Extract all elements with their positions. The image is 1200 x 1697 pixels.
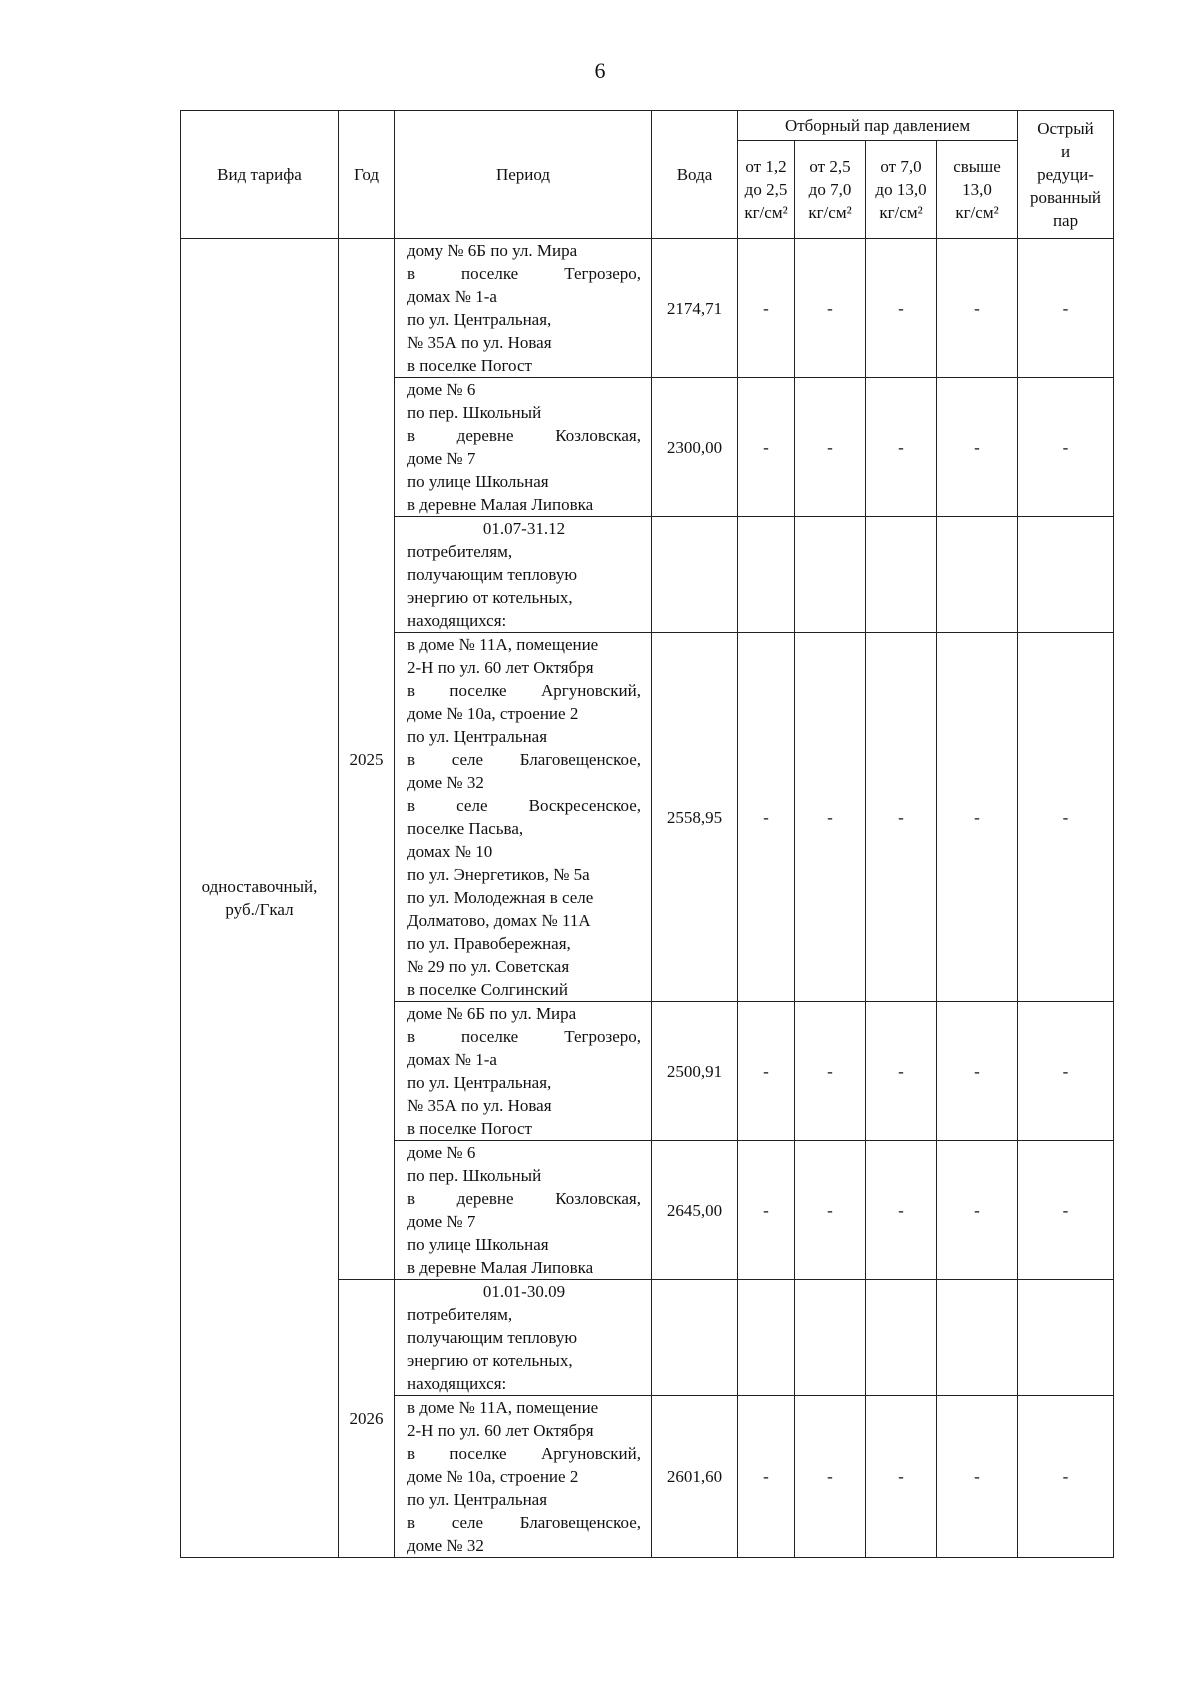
period-line: энергию от котельных, <box>407 588 573 607</box>
water-cell: 2645,00 <box>652 1141 738 1280</box>
period-line: в деревне Малая Липовка <box>407 1258 594 1277</box>
header-line: до 2,5 <box>744 180 788 199</box>
pressure-4-cell: - <box>937 1002 1018 1141</box>
period-line: Долматово, домах № 11А <box>407 911 591 930</box>
header-sharp-line: Острый <box>1037 119 1094 138</box>
pressure-2-cell: - <box>795 378 866 517</box>
period-line: по ул. Центральная <box>407 1490 548 1509</box>
pressure-1-cell: - <box>738 633 795 1002</box>
tariff-table <box>180 110 1114 1558</box>
period-line: в деревне Козловская, <box>407 1189 641 1208</box>
pressure-4-cell <box>937 517 1018 633</box>
header-selected-steam: Отборный пар давлением <box>738 111 1018 141</box>
period-line: № 35А по ул. Новая <box>407 333 552 352</box>
pressure-4-cell: - <box>937 239 1018 378</box>
pressure-1-cell <box>738 517 795 633</box>
period-line: доме № 10а, строение 2 <box>407 704 579 723</box>
pressure-2-cell: - <box>795 1141 866 1280</box>
header-sharp-line: и <box>1060 142 1071 161</box>
header-line: кг/см² <box>808 203 852 222</box>
period-line: домах № 10 <box>407 842 493 861</box>
header-line: свыше <box>953 157 1001 176</box>
period-line: доме № 32 <box>407 1536 484 1555</box>
header-line: от 2,5 <box>809 157 851 176</box>
water-cell: 2558,95 <box>652 633 738 1002</box>
page-number: 6 <box>594 58 606 83</box>
water-cell: 2601,60 <box>652 1396 738 1558</box>
period-line: поселке Пасьва, <box>407 819 524 838</box>
period-line: № 29 по ул. Советская <box>407 957 570 976</box>
period-line: в доме № 11А, помещение <box>407 635 599 654</box>
header-line: кг/см² <box>744 203 788 222</box>
sharp-steam-cell: - <box>1018 378 1114 517</box>
pressure-4-cell: - <box>937 378 1018 517</box>
year-cell: 2026 <box>339 1280 395 1558</box>
header-line: до 7,0 <box>808 180 852 199</box>
period-line: в деревне Козловская, <box>407 426 641 445</box>
water-cell: 2174,71 <box>652 239 738 378</box>
period-line: в поселке Солгинский <box>407 980 568 999</box>
pressure-1-cell: - <box>738 239 795 378</box>
period-line: в доме № 11А, помещение <box>407 1398 599 1417</box>
period-line: доме № 10а, строение 2 <box>407 1467 579 1486</box>
sharp-steam-cell: - <box>1018 239 1114 378</box>
header-year: Год <box>339 111 395 239</box>
pressure-1-cell: - <box>738 1002 795 1141</box>
pressure-3-cell: - <box>866 239 937 378</box>
period-line: потребителям, <box>407 1305 513 1324</box>
header-line: до 13,0 <box>875 180 927 199</box>
pressure-3-cell: - <box>866 378 937 517</box>
pressure-2-cell: - <box>795 1396 866 1558</box>
pressure-3-cell: - <box>866 1396 937 1558</box>
period-line: 2-Н по ул. 60 лет Октября <box>407 1421 594 1440</box>
pressure-1-cell: - <box>738 1396 795 1558</box>
pressure-1-cell: - <box>738 1141 795 1280</box>
period-line: энергию от котельных, <box>407 1351 573 1370</box>
period-line: доме № 6 <box>407 380 476 399</box>
pressure-3-cell <box>866 1280 937 1396</box>
pressure-3-cell: - <box>866 633 937 1002</box>
period-cell <box>395 633 652 1002</box>
period-line: в поселке Аргуновский, <box>407 1444 641 1463</box>
pressure-4-cell: - <box>937 633 1018 1002</box>
pressure-4-cell <box>937 1280 1018 1396</box>
period-line: 2-Н по ул. 60 лет Октября <box>407 658 594 677</box>
header-line: кг/см² <box>879 203 923 222</box>
pressure-2-cell: - <box>795 239 866 378</box>
table-body <box>181 239 1114 1558</box>
period-cell <box>395 1002 652 1141</box>
period-line: 01.01-30.09 <box>482 1282 566 1301</box>
pressure-4-cell: - <box>937 1396 1018 1558</box>
pressure-3-cell: - <box>866 1141 937 1280</box>
header-sharp-line: рованный <box>1029 188 1102 207</box>
period-line: по улице Школьная <box>407 472 549 491</box>
sharp-steam-cell: - <box>1018 1396 1114 1558</box>
period-cell <box>395 1396 652 1558</box>
period-line: в поселке Аргуновский, <box>407 681 641 700</box>
header-line: от 1,2 <box>745 157 787 176</box>
header-water: Вода <box>652 111 738 239</box>
water-cell: 2300,00 <box>652 378 738 517</box>
water-cell <box>652 517 738 633</box>
period-line: в деревне Малая Липовка <box>407 495 594 514</box>
header-pressure-4 <box>937 141 1018 239</box>
header-sharp-steam <box>1018 111 1114 239</box>
water-cell <box>652 1280 738 1396</box>
period-line: в селе Благовещенское, <box>407 750 641 769</box>
period-cell <box>395 1280 652 1396</box>
period-cell <box>395 1141 652 1280</box>
period-line: получающим тепловую <box>407 1328 578 1347</box>
period-cell <box>395 378 652 517</box>
pressure-2-cell <box>795 517 866 633</box>
tariff-type-cell <box>181 239 339 1558</box>
period-cell <box>395 239 652 378</box>
period-line: доме № 7 <box>407 449 476 468</box>
header-line: от 7,0 <box>880 157 922 176</box>
period-line: в поселке Погост <box>407 356 532 375</box>
pressure-2-cell <box>795 1280 866 1396</box>
period-line: в селе Воскресенское, <box>407 796 641 815</box>
period-line: в поселке Тегрозеро, <box>407 1027 641 1046</box>
sharp-steam-cell: - <box>1018 633 1114 1002</box>
pressure-3-cell <box>866 517 937 633</box>
header-pressure-2 <box>795 141 866 239</box>
period-line: по пер. Школьный <box>407 403 542 422</box>
header-line: 13,0 <box>962 180 992 199</box>
period-line: доме № 6 <box>407 1143 476 1162</box>
table-row <box>181 239 1114 378</box>
header-sharp-line: пар <box>1052 211 1079 230</box>
sharp-steam-cell <box>1018 517 1114 633</box>
period-line: № 35А по ул. Новая <box>407 1096 552 1115</box>
period-line: в поселке Погост <box>407 1119 532 1138</box>
period-line: находящихся: <box>407 611 507 630</box>
pressure-3-cell: - <box>866 1002 937 1141</box>
period-line: в поселке Тегрозеро, <box>407 264 641 283</box>
period-line: домах № 1-а <box>407 1050 497 1069</box>
sharp-steam-cell <box>1018 1280 1114 1396</box>
header-line: кг/см² <box>955 203 999 222</box>
pressure-2-cell: - <box>795 633 866 1002</box>
period-line: 01.07-31.12 <box>482 519 566 538</box>
pressure-2-cell: - <box>795 1002 866 1141</box>
period-line: в селе Благовещенское, <box>407 1513 641 1532</box>
period-line: потребителям, <box>407 542 513 561</box>
period-line: по пер. Школьный <box>407 1166 542 1185</box>
period-line: по ул. Центральная, <box>407 310 552 329</box>
header-tariff-type: Вид тарифа <box>181 111 339 239</box>
period-line: доме № 32 <box>407 773 484 792</box>
sharp-steam-cell: - <box>1018 1141 1114 1280</box>
period-cell <box>395 517 652 633</box>
tariff-type-line: одноставочный, <box>201 877 318 896</box>
period-line: по ул. Центральная <box>407 727 548 746</box>
period-line: находящихся: <box>407 1374 507 1393</box>
water-cell: 2500,91 <box>652 1002 738 1141</box>
year-cell: 2025 <box>339 239 395 1280</box>
period-line: по ул. Центральная, <box>407 1073 552 1092</box>
pressure-1-cell: - <box>738 378 795 517</box>
period-line: домах № 1-а <box>407 287 497 306</box>
period-line: по улице Школьная <box>407 1235 549 1254</box>
header-pressure-1 <box>738 141 795 239</box>
period-line: по ул. Молодежная в селе <box>407 888 594 907</box>
header-pressure-3 <box>866 141 937 239</box>
period-line: доме № 7 <box>407 1212 476 1231</box>
period-line: доме № 6Б по ул. Мира <box>407 1004 577 1023</box>
period-line: дому № 6Б по ул. Мира <box>407 241 578 260</box>
period-line: получающим тепловую <box>407 565 578 584</box>
pressure-1-cell <box>738 1280 795 1396</box>
pressure-4-cell: - <box>937 1141 1018 1280</box>
tariff-type-line: руб./Гкал <box>225 900 294 919</box>
header-period: Период <box>395 111 652 239</box>
period-line: по ул. Энергетиков, № 5а <box>407 865 590 884</box>
sharp-steam-cell: - <box>1018 1002 1114 1141</box>
header-sharp-line: редуци- <box>1037 165 1094 184</box>
period-line: по ул. Правобережная, <box>407 934 571 953</box>
